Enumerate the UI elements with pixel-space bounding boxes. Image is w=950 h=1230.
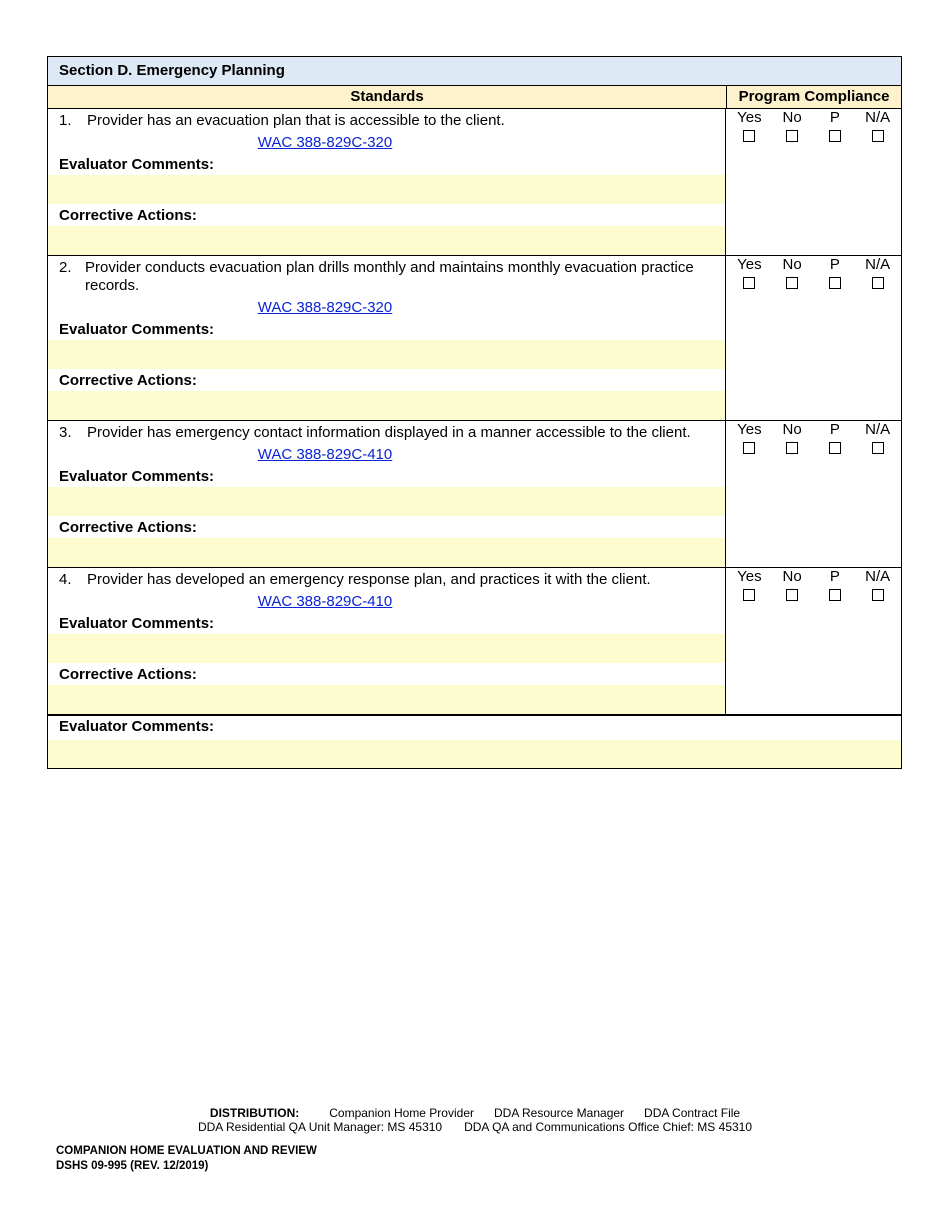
distribution-line-1	[0, 1106, 950, 1120]
option-na-label: N/A	[865, 568, 891, 585]
corrective-actions-label: Corrective Actions:	[59, 666, 197, 683]
na-checkbox[interactable]	[872, 589, 884, 601]
p-checkbox[interactable]	[829, 589, 841, 601]
p-checkbox[interactable]	[829, 442, 841, 454]
evaluator-comments-label: Evaluator Comments:	[59, 615, 215, 632]
item-text: Provider has developed an emergency response plan, and practices it with the client.	[87, 571, 651, 588]
corrective-actions-field[interactable]	[48, 685, 725, 714]
distribution-recipient: DDA Resource Manager	[493, 1106, 625, 1120]
option-p-label: P	[829, 421, 840, 438]
table-header	[48, 86, 901, 109]
yes-checkbox[interactable]	[743, 277, 755, 289]
yes-checkbox[interactable]	[743, 442, 755, 454]
option-no-label: No	[782, 568, 802, 585]
option-yes-label: Yes	[737, 256, 762, 273]
wac-link[interactable]: WAC 388-829C-410	[257, 446, 393, 463]
evaluator-comments-field[interactable]	[48, 634, 725, 663]
wac-link[interactable]: WAC 388-829C-320	[257, 299, 393, 316]
option-na-label: N/A	[865, 109, 891, 126]
option-yes-label: Yes	[737, 568, 762, 585]
evaluator-comments-field[interactable]	[48, 487, 725, 516]
compliance-cell	[726, 256, 901, 420]
yes-checkbox[interactable]	[743, 130, 755, 142]
option-yes-label: Yes	[737, 109, 762, 126]
item-number: 2.	[59, 259, 72, 276]
distribution-recipient: Companion Home Provider	[329, 1106, 474, 1120]
wac-link[interactable]: WAC 388-829C-410	[257, 593, 393, 610]
item-number: 1.	[59, 112, 72, 129]
standard-item-4	[48, 568, 901, 716]
evaluator-comments-field[interactable]	[48, 340, 725, 369]
item-number: 3.	[59, 424, 72, 441]
option-p-label: P	[829, 568, 840, 585]
evaluator-comments-label: Evaluator Comments:	[59, 156, 215, 173]
item-number: 4.	[59, 571, 72, 588]
option-p-label: P	[829, 109, 840, 126]
no-checkbox[interactable]	[786, 442, 798, 454]
standard-item-1	[48, 109, 901, 256]
section-evaluator-comments-field[interactable]	[48, 740, 901, 768]
distribution-recipient: DDA Contract File	[644, 1106, 741, 1120]
option-no-label: No	[782, 109, 802, 126]
option-yes-label: Yes	[737, 421, 762, 438]
item-text: Provider has emergency contact information displayed in a manner accessible to the client.	[87, 424, 691, 441]
item-text: Provider conducts evacuation plan drills monthly and maintains monthly evacuation practice records.	[85, 259, 694, 294]
p-checkbox[interactable]	[829, 130, 841, 142]
item-text: Provider has an evacuation plan that is accessible to the client.	[87, 112, 505, 129]
section-evaluator-comments-label: Evaluator Comments:	[59, 718, 215, 735]
corrective-actions-field[interactable]	[48, 538, 725, 567]
compliance-cell	[726, 568, 901, 714]
corrective-actions-label: Corrective Actions:	[59, 372, 197, 389]
option-no-label: No	[782, 256, 802, 273]
no-checkbox[interactable]	[786, 130, 798, 142]
yes-checkbox[interactable]	[743, 589, 755, 601]
standard-item-3	[48, 421, 901, 568]
na-checkbox[interactable]	[872, 277, 884, 289]
form-number: DSHS 09-995 (REV. 12/2019)	[56, 1160, 209, 1172]
distribution-recipient: DDA Residential QA Unit Manager: MS 45310	[197, 1120, 443, 1134]
corrective-actions-field[interactable]	[48, 391, 725, 420]
option-na-label: N/A	[865, 421, 891, 438]
standard-item-2	[48, 256, 901, 421]
corrective-actions-label: Corrective Actions:	[59, 207, 197, 224]
na-checkbox[interactable]	[872, 130, 884, 142]
na-checkbox[interactable]	[872, 442, 884, 454]
compliance-header: Program Compliance	[738, 88, 890, 105]
option-no-label: No	[782, 421, 802, 438]
wac-link[interactable]: WAC 388-829C-320	[257, 134, 393, 151]
no-checkbox[interactable]	[786, 277, 798, 289]
compliance-cell	[726, 421, 901, 567]
evaluator-comments-label: Evaluator Comments:	[59, 321, 215, 338]
form-name: COMPANION HOME EVALUATION AND REVIEW	[56, 1145, 317, 1157]
section-title: Section D. Emergency Planning	[48, 57, 901, 86]
corrective-actions-label: Corrective Actions:	[59, 519, 197, 536]
form-identification	[56, 1144, 317, 1174]
emergency-planning-form	[47, 56, 902, 769]
compliance-cell	[726, 109, 901, 255]
p-checkbox[interactable]	[829, 277, 841, 289]
option-na-label: N/A	[865, 256, 891, 273]
evaluator-comments-label: Evaluator Comments:	[59, 468, 215, 485]
evaluator-comments-field[interactable]	[48, 175, 725, 204]
no-checkbox[interactable]	[786, 589, 798, 601]
distribution-label: DISTRIBUTION:	[209, 1106, 300, 1120]
corrective-actions-field[interactable]	[48, 226, 725, 255]
distribution-recipient: DDA QA and Communications Office Chief: MS 45310	[464, 1120, 753, 1134]
standards-header: Standards	[48, 86, 727, 108]
option-p-label: P	[829, 256, 840, 273]
distribution-line-2	[0, 1120, 950, 1134]
